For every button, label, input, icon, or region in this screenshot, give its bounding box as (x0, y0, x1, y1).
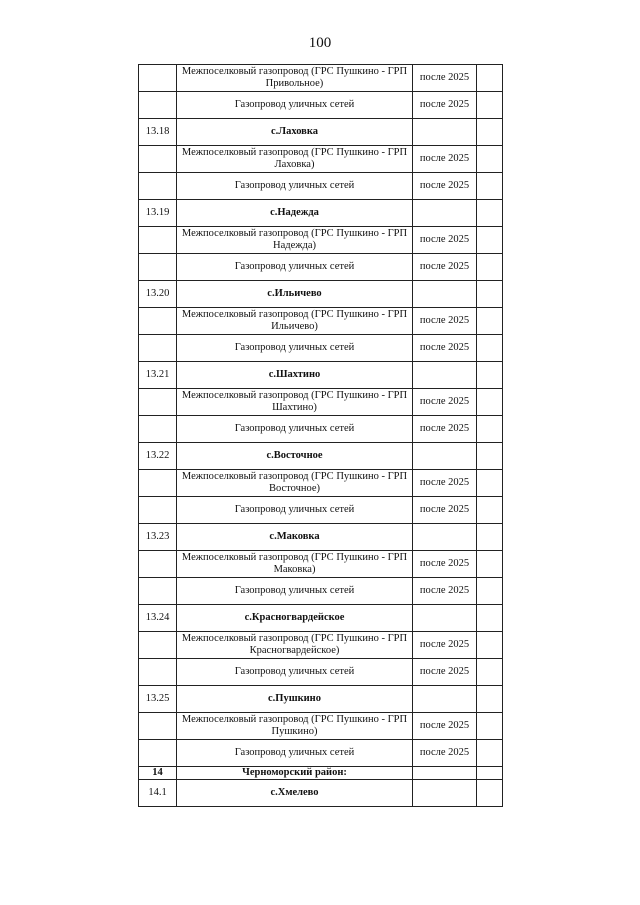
gas-network-table (138, 64, 503, 807)
row-number-cell (139, 632, 177, 659)
object-name-cell: Межпоселковый газопровод (ГРС Пушкино - ГРП Пушкино) (177, 713, 413, 740)
place-name-cell: с.Маковка (177, 524, 413, 551)
note-cell (477, 551, 503, 578)
row-number-cell (139, 713, 177, 740)
object-name-cell: Межпоселковый газопровод (ГРС Пушкино - ГРП Маковка) (177, 551, 413, 578)
object-row (139, 254, 503, 281)
term-cell (413, 200, 477, 227)
note-cell (477, 632, 503, 659)
term-cell (413, 686, 477, 713)
term-cell (413, 524, 477, 551)
settlement-row (139, 200, 503, 227)
term-cell (413, 362, 477, 389)
row-number-cell (139, 389, 177, 416)
row-number-cell (139, 551, 177, 578)
note-cell (477, 389, 503, 416)
term-cell: после 2025 (413, 227, 477, 254)
row-number-cell: 13.18 (139, 119, 177, 146)
term-cell (413, 119, 477, 146)
note-cell (477, 605, 503, 632)
object-row (139, 740, 503, 767)
object-name-cell: Газопровод уличных сетей (177, 335, 413, 362)
row-number-cell (139, 659, 177, 686)
place-name-cell: Черноморский район: (177, 767, 413, 780)
object-row (139, 92, 503, 119)
note-cell (477, 497, 503, 524)
row-number-cell (139, 740, 177, 767)
row-number-cell (139, 335, 177, 362)
note-cell (477, 416, 503, 443)
settlement-row (139, 605, 503, 632)
note-cell (477, 254, 503, 281)
row-number-cell (139, 173, 177, 200)
term-cell: после 2025 (413, 740, 477, 767)
term-cell: после 2025 (413, 389, 477, 416)
note-cell (477, 200, 503, 227)
place-name-cell: с.Пушкино (177, 686, 413, 713)
object-name-cell: Межпоселковый газопровод (ГРС Пушкино - ГРП Привольное) (177, 65, 413, 92)
object-name-cell: Газопровод уличных сетей (177, 497, 413, 524)
object-name-cell: Межпоселковый газопровод (ГРС Пушкино - ГРП Восточное) (177, 470, 413, 497)
row-number-cell (139, 416, 177, 443)
note-cell (477, 659, 503, 686)
object-row (139, 713, 503, 740)
note-cell (477, 767, 503, 780)
settlement-row (139, 443, 503, 470)
term-cell: после 2025 (413, 65, 477, 92)
page-number: 100 (308, 35, 332, 51)
term-cell (413, 281, 477, 308)
row-number-cell: 13.22 (139, 443, 177, 470)
object-row (139, 497, 503, 524)
term-cell: после 2025 (413, 146, 477, 173)
row-number-cell: 13.23 (139, 524, 177, 551)
term-cell: после 2025 (413, 335, 477, 362)
row-number-cell: 13.24 (139, 605, 177, 632)
row-number-cell (139, 470, 177, 497)
term-cell: после 2025 (413, 497, 477, 524)
note-cell (477, 65, 503, 92)
term-cell: после 2025 (413, 578, 477, 605)
note-cell (477, 227, 503, 254)
object-name-cell: Межпоселковый газопровод (ГРС Пушкино - ГРП Надежда) (177, 227, 413, 254)
object-row (139, 551, 503, 578)
note-cell (477, 173, 503, 200)
term-cell: после 2025 (413, 254, 477, 281)
table-body (139, 65, 503, 807)
object-name-cell: Газопровод уличных сетей (177, 254, 413, 281)
object-name-cell: Газопровод уличных сетей (177, 173, 413, 200)
term-cell (413, 443, 477, 470)
row-number-cell: 13.19 (139, 200, 177, 227)
row-number-cell (139, 227, 177, 254)
row-number-cell (139, 308, 177, 335)
row-number-cell (139, 254, 177, 281)
object-name-cell: Газопровод уличных сетей (177, 578, 413, 605)
term-cell (413, 767, 477, 780)
row-number-cell (139, 497, 177, 524)
term-cell: после 2025 (413, 416, 477, 443)
settlement-row (139, 281, 503, 308)
note-cell (477, 281, 503, 308)
term-cell: после 2025 (413, 632, 477, 659)
object-row (139, 632, 503, 659)
note-cell (477, 119, 503, 146)
term-cell: после 2025 (413, 308, 477, 335)
term-cell: после 2025 (413, 470, 477, 497)
note-cell (477, 524, 503, 551)
region-row (139, 767, 503, 780)
note-cell (477, 470, 503, 497)
row-number-cell (139, 578, 177, 605)
term-cell: после 2025 (413, 173, 477, 200)
object-name-cell: Межпоселковый газопровод (ГРС Пушкино - ГРП Ильичево) (177, 308, 413, 335)
settlement-row (139, 686, 503, 713)
object-name-cell: Межпоселковый газопровод (ГРС Пушкино - ГРП Красногвардейское) (177, 632, 413, 659)
row-number-cell: 13.21 (139, 362, 177, 389)
note-cell (477, 780, 503, 807)
term-cell (413, 605, 477, 632)
object-row (139, 146, 503, 173)
object-row (139, 389, 503, 416)
row-number-cell: 14 (139, 767, 177, 780)
note-cell (477, 740, 503, 767)
note-cell (477, 362, 503, 389)
place-name-cell: с.Надежда (177, 200, 413, 227)
place-name-cell: с.Красногвардейское (177, 605, 413, 632)
note-cell (477, 92, 503, 119)
term-cell: после 2025 (413, 659, 477, 686)
term-cell: после 2025 (413, 92, 477, 119)
settlement-row (139, 524, 503, 551)
object-row (139, 173, 503, 200)
note-cell (477, 713, 503, 740)
object-name-cell: Межпоселковый газопровод (ГРС Пушкино - ГРП Шахтино) (177, 389, 413, 416)
place-name-cell: с.Ильичево (177, 281, 413, 308)
object-row (139, 227, 503, 254)
object-name-cell: Газопровод уличных сетей (177, 659, 413, 686)
object-row (139, 65, 503, 92)
settlement-row (139, 119, 503, 146)
row-number-cell (139, 65, 177, 92)
term-cell: после 2025 (413, 713, 477, 740)
object-name-cell: Межпоселковый газопровод (ГРС Пушкино - ГРП Лаховка) (177, 146, 413, 173)
object-row (139, 416, 503, 443)
row-number-cell (139, 92, 177, 119)
term-cell: после 2025 (413, 551, 477, 578)
object-row (139, 470, 503, 497)
note-cell (477, 686, 503, 713)
note-cell (477, 578, 503, 605)
object-name-cell: Газопровод уличных сетей (177, 92, 413, 119)
object-name-cell: Газопровод уличных сетей (177, 740, 413, 767)
note-cell (477, 308, 503, 335)
object-name-cell: Газопровод уличных сетей (177, 416, 413, 443)
object-row (139, 335, 503, 362)
place-name-cell: с.Лаховка (177, 119, 413, 146)
note-cell (477, 443, 503, 470)
note-cell (477, 146, 503, 173)
settlement-row (139, 362, 503, 389)
row-number-cell: 13.20 (139, 281, 177, 308)
note-cell (477, 335, 503, 362)
place-name-cell: с.Хмелево (177, 780, 413, 807)
object-row (139, 308, 503, 335)
settlement-row (139, 780, 503, 807)
term-cell (413, 780, 477, 807)
object-row (139, 659, 503, 686)
place-name-cell: с.Шахтино (177, 362, 413, 389)
row-number-cell: 13.25 (139, 686, 177, 713)
object-row (139, 578, 503, 605)
place-name-cell: с.Восточное (177, 443, 413, 470)
row-number-cell: 14.1 (139, 780, 177, 807)
row-number-cell (139, 146, 177, 173)
